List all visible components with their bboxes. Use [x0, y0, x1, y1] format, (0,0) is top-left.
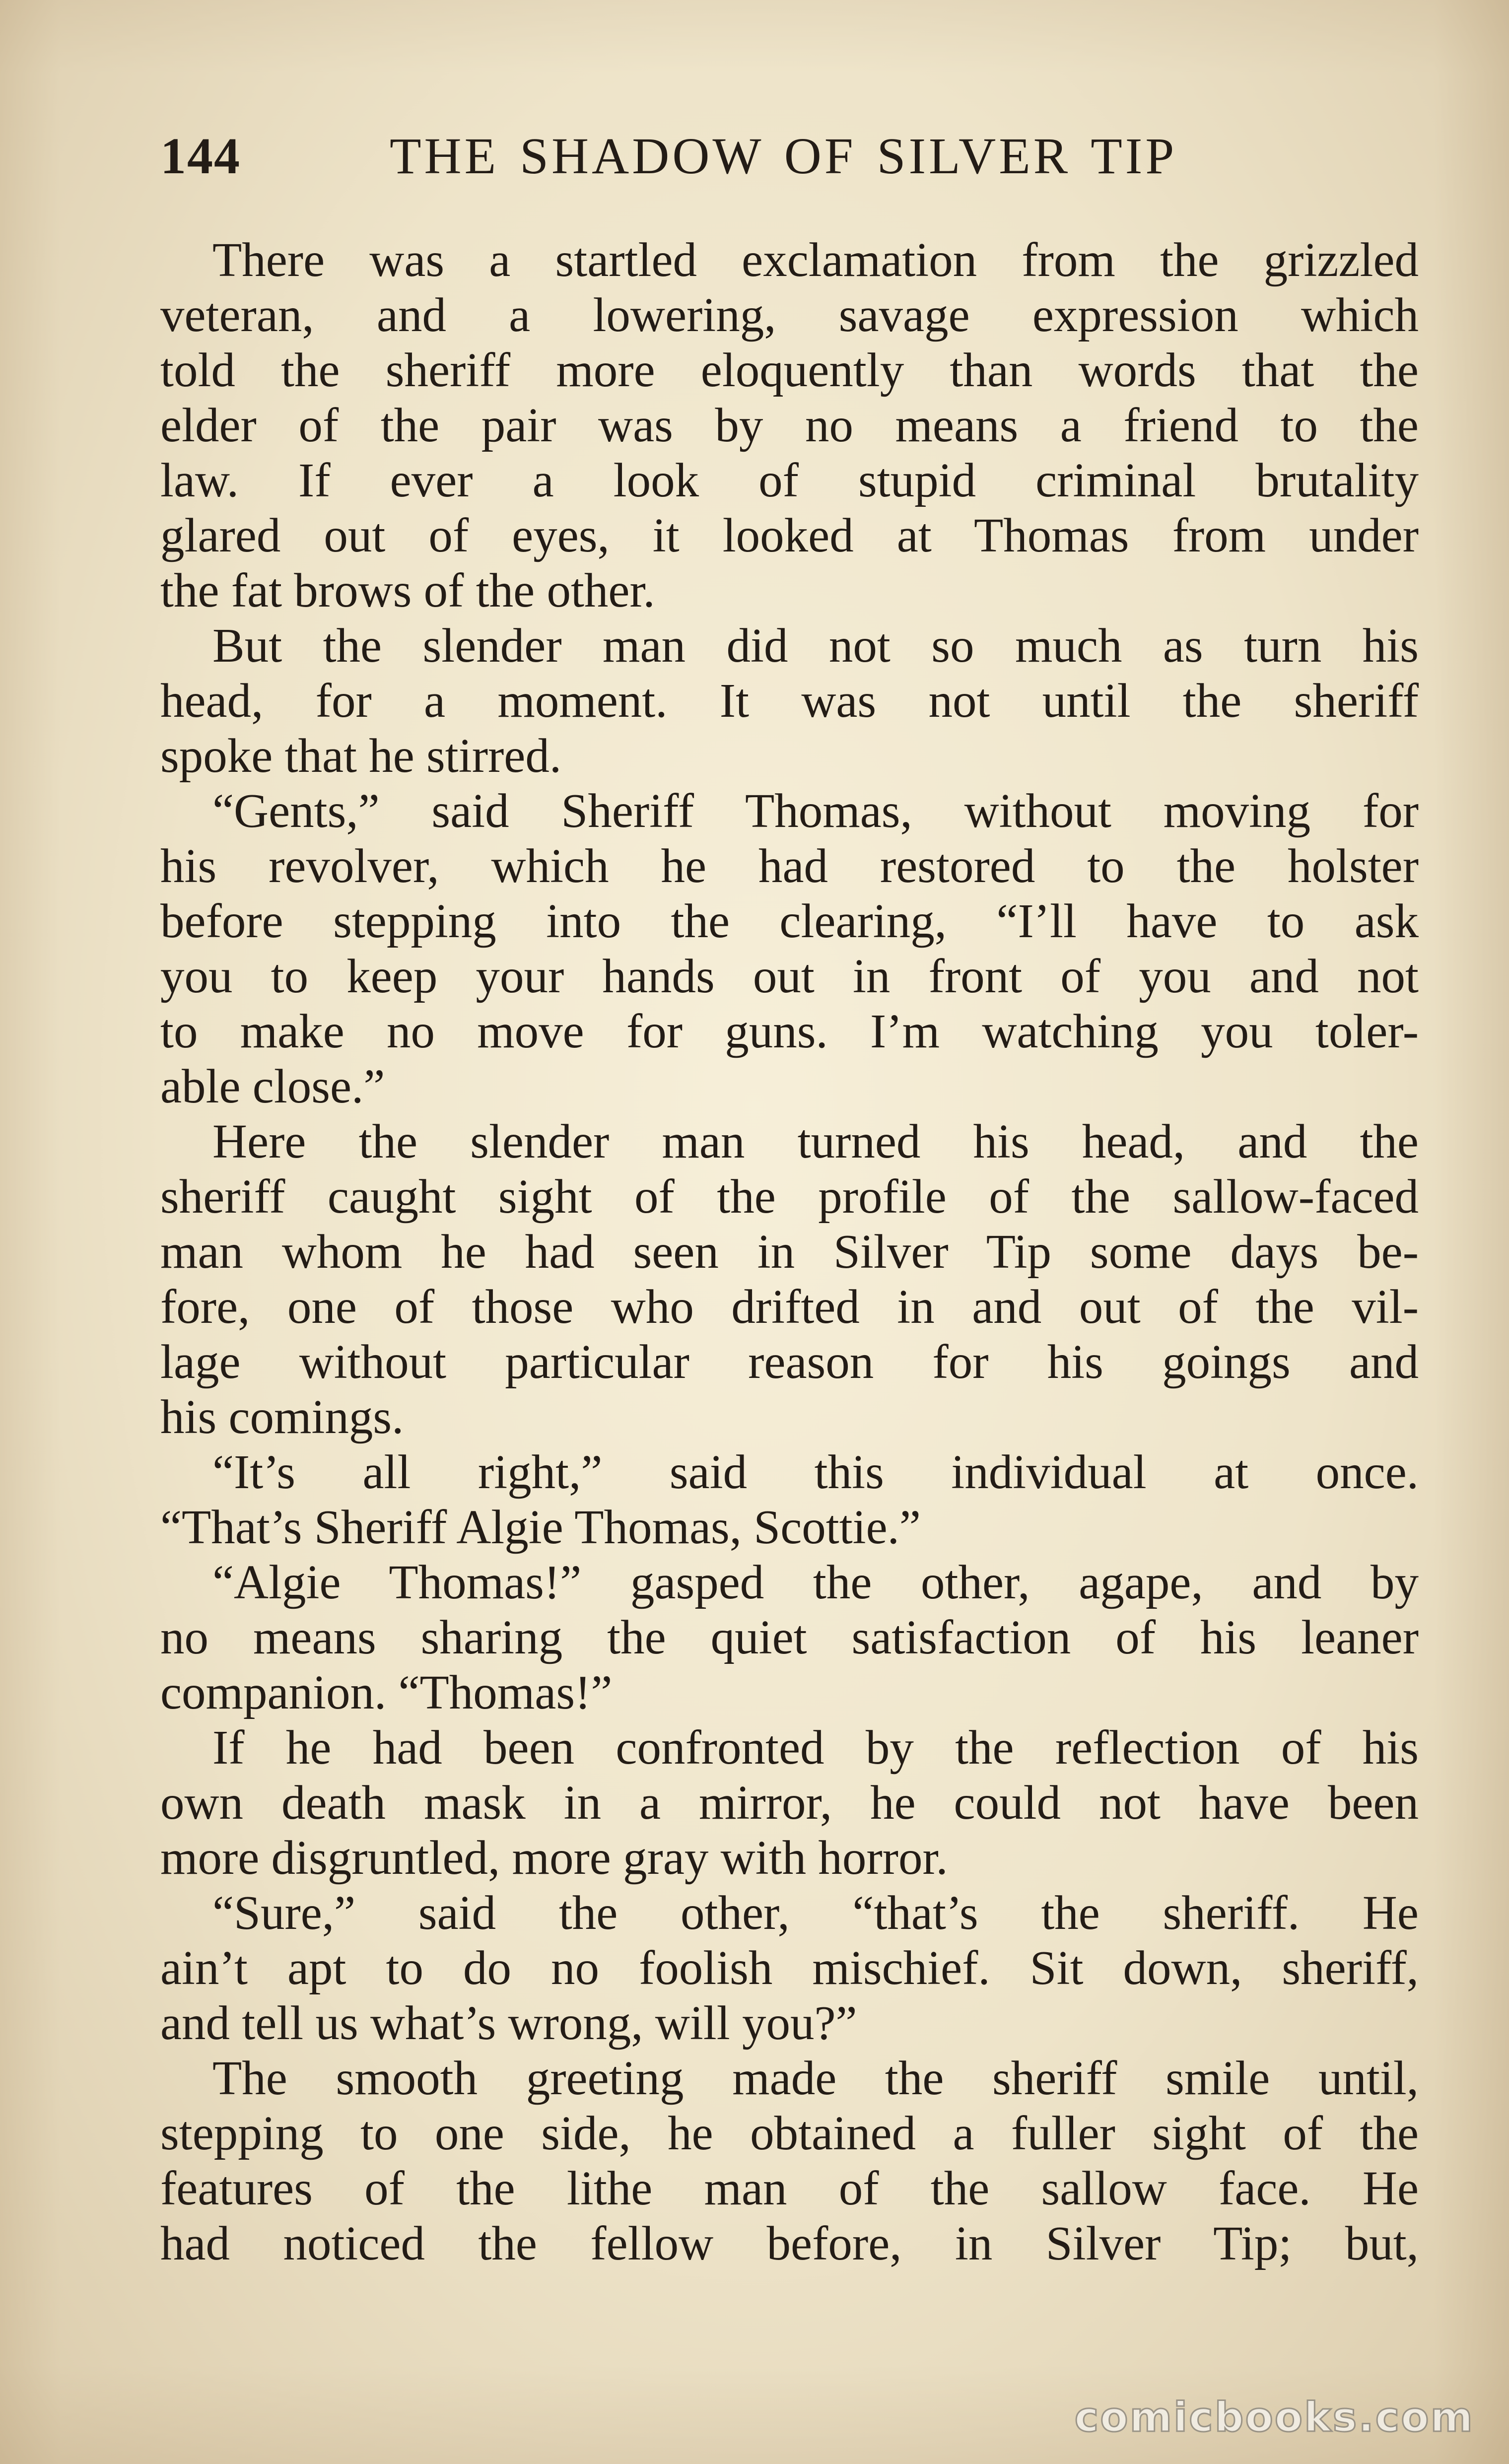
text-line: Here the slender man turned his head, and the	[212, 1115, 1419, 1168]
watermark: comicbooks.com	[1074, 2394, 1474, 2441]
text-line: sheriff caught sight of the profile of the sallow-faced	[160, 1170, 1419, 1223]
text-line: “Gents,” said Sheriff Thomas, without moving for	[212, 784, 1419, 837]
text-line: man whom he had seen in Silver Tip some days be-	[160, 1225, 1419, 1278]
text-line: But the slender man did not so much as turn his	[212, 619, 1419, 672]
text-line: head, for a moment. It was not until the sheriff	[160, 674, 1419, 727]
text-line: law. If ever a look of stupid criminal brutality	[160, 454, 1419, 507]
text-line: “Sure,” said the other, “that’s the sheriff. He	[212, 1886, 1419, 1939]
text-line: companion. “Thomas!”	[160, 1666, 613, 1719]
text-line: glared out of eyes, it looked at Thomas from under	[160, 509, 1419, 562]
text-line: “That’s Sheriff Algie Thomas, Scottie.”	[160, 1501, 921, 1554]
text-line: to make no move for guns. I’m watching you toler-	[160, 1005, 1419, 1058]
text-line: fore, one of those who drifted in and out of the vil-	[160, 1280, 1419, 1333]
text-line: There was a startled exclamation from the grizzled	[212, 233, 1419, 286]
text-line: his revolver, which he had restored to the holster	[160, 839, 1419, 892]
text-line: able close.”	[160, 1060, 385, 1113]
text-line: The smooth greeting made the sheriff smile until,	[212, 2052, 1419, 2105]
text-line: lage without particular reason for his goings and	[160, 1335, 1419, 1388]
text-line: If he had been confronted by the reflection of his	[212, 1721, 1419, 1774]
text-line: you to keep your hands out in front of you and not	[160, 950, 1419, 1003]
page-number: 144	[160, 128, 241, 185]
text-line: own death mask in a mirror, he could not have been	[160, 1776, 1419, 1829]
text-line: no means sharing the quiet satisfaction of his leaner	[160, 1611, 1419, 1664]
text-line: more disgruntled, more gray with horror.	[160, 1831, 948, 1884]
text-line: veteran, and a lowering, savage expression which	[160, 288, 1419, 342]
page-header	[160, 124, 1419, 189]
text-line: told the sheriff more eloquently than words that the	[160, 343, 1419, 397]
text-line: the fat brows of the other.	[160, 564, 655, 617]
text-line: and tell us what’s wrong, will you?”	[160, 1996, 857, 2050]
text-line: features of the lithe man of the sallow face. He	[160, 2162, 1419, 2215]
text-line: before stepping into the clearing, “I’ll have to ask	[160, 894, 1419, 948]
text-line: elder of the pair was by no means a friend to the	[160, 399, 1419, 452]
body-text	[160, 232, 1419, 2271]
text-line: spoke that he stirred.	[160, 729, 562, 782]
text-line: his comings.	[160, 1390, 404, 1443]
text-line: stepping to one side, he obtained a fuller sight of the	[160, 2107, 1419, 2160]
text-line: “Algie Thomas!” gasped the other, agape, and by	[212, 1556, 1419, 1609]
text-line: “It’s all right,” said this individual at once.	[212, 1445, 1419, 1499]
running-head: THE SHADOW OF SILVER TIP	[390, 128, 1177, 185]
text-line: ain’t apt to do no foolish mischief. Sit down, sheriff,	[160, 1941, 1419, 1994]
text-line: had noticed the fellow before, in Silver Tip; but,	[160, 2217, 1419, 2270]
